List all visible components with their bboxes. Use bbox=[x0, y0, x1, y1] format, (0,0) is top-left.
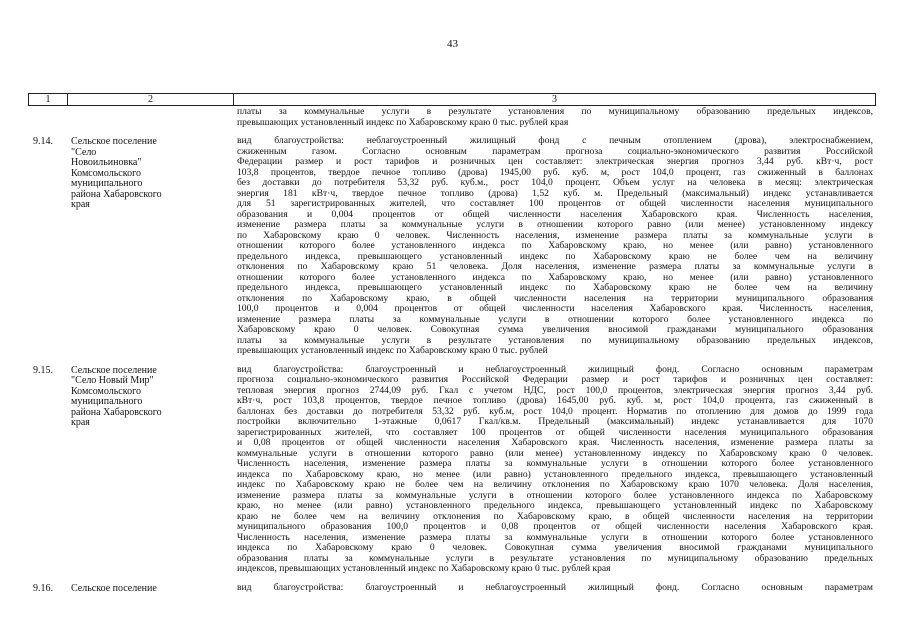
table-body bbox=[28, 107, 876, 594]
description-line: сжиженным газом. Согласно основным параметрам прогноза социально-экономического развития Российской bbox=[237, 146, 873, 157]
description-line: индексов, превышающих установленный индекс по Хабаровскому краю 0 тыс. рублей края bbox=[237, 564, 611, 574]
name-line: Комсомольского bbox=[71, 167, 141, 179]
name-line: Сельское поселение bbox=[71, 582, 157, 594]
description-line: Хабаровскому краю 0 человек. Совокупная сумма увеличения вносимой гражданами муниципального образования bbox=[237, 325, 873, 335]
row-number: 9.15. bbox=[33, 364, 53, 376]
description-line: образования и 0,004 процентов от общей численности населения Хабаровского края. Численность населения, bbox=[237, 209, 873, 220]
row-number bbox=[28, 107, 68, 128]
name-line: Новоильиновка" bbox=[71, 157, 142, 168]
description-line: и 0,08 процентов от общей численности населения Хабаровского края. Численность населения, изменение размера платы за bbox=[237, 438, 873, 448]
description-line: муниципального образования 100,0 процентов и 0,08 процентов от общей численности населения Хабаровского края. bbox=[237, 522, 873, 532]
description-line: прогноза социально-экономического развития Российской Федерации размер и рост тарифов и розничных цен составляет: bbox=[237, 375, 873, 385]
description-line: отношении которого более установленного индекса по Хабаровскому краю, но менее (или равно) установленного bbox=[237, 272, 873, 283]
description-line: превышающих установленный индекс по Хабаровскому краю 0 тыс. рублей bbox=[237, 346, 548, 356]
name-line: Комсомольского bbox=[71, 385, 141, 397]
header-col-1: 1 bbox=[28, 93, 68, 106]
description-line: платы за коммунальные услуги в результате установления по муниципальному образованию предельных индексов, bbox=[237, 335, 873, 346]
header-col-2: 2 bbox=[68, 93, 234, 106]
name-line: "Село bbox=[71, 146, 97, 158]
name-line: Сельское поселение bbox=[71, 136, 157, 147]
table-row bbox=[28, 107, 876, 128]
description bbox=[234, 365, 876, 575]
description-line: краю не более чем на величину отклонения по Хабаровскому краю, в общей численности населения на территории bbox=[237, 511, 873, 522]
municipality-name bbox=[68, 365, 234, 575]
description-line: индекс по Хабаровскому краю не более чем на величину отклонения по Хабаровскому краю 1070 человека. Доля населения, bbox=[237, 480, 873, 490]
table-row bbox=[28, 583, 876, 595]
description-line: по Хабаровскому краю 0 человек. Численность населения, изменение размера платы за коммунальные услуги в bbox=[237, 230, 873, 241]
description-line: индекса по Хабаровскому краю, но менее (или равно) установленного предельного индекса, превышающего установленный bbox=[237, 469, 873, 480]
description bbox=[234, 136, 876, 357]
description bbox=[234, 107, 876, 128]
description-line: зарегистрированных жителей, что составляет 100 процентов от общей численности населения муниципального образования bbox=[237, 427, 873, 438]
description-line: постройки включительно 1-этажные 0,0617 Гкал/кв.м. Предельный (максимальный) индекс устанавливается для 1070 bbox=[237, 417, 873, 427]
description-line: энергия 181 кВт·ч, твердое печное топливо (дрова) 1,52 куб. м. Предельный (максимальный) индекс устанавливается bbox=[237, 188, 873, 199]
description-line: Федерации размер и рост тарифов и розничных цен составляет: электрическая энергия прогноз 3,44 руб. кВт·ч, рост bbox=[237, 157, 873, 167]
description-line: платы за коммунальные услуги в результате установления по муниципальному образованию предельных индексов, bbox=[237, 107, 873, 117]
row-number: 9.14. bbox=[33, 136, 53, 147]
description-line: отношении которого более установленного индекса по Хабаровскому краю, но менее (или равно) установленного bbox=[237, 241, 873, 251]
name-line: "Село Новый Мир" bbox=[71, 375, 154, 386]
name-line: муниципального bbox=[71, 396, 143, 407]
table-row bbox=[28, 365, 876, 575]
name-line: района Хабаровского bbox=[71, 406, 162, 418]
description-line: отклонения по Хабаровскому краю, в общей численности населения на территории муниципального образования bbox=[237, 293, 873, 304]
name-line: края bbox=[71, 199, 90, 210]
table-header bbox=[28, 93, 876, 106]
description-line: изменение размера платы за коммунальные услуги в отношении которого равно (или менее) установленному индексу bbox=[237, 220, 873, 230]
description-line: краю, но менее (или равно) установленного предельного индекса, превышающего установленный индекс по Хабаровскому bbox=[237, 501, 873, 511]
description-line: 103,8 процентов, твердое печное топливо (дрова) 1945,00 руб. куб. м, рост 104,0 процент, газ сжиженный в баллонах bbox=[237, 167, 873, 178]
description-line: изменение размера платы за коммунальные услуги в отношении которого более установленного индекса по Хабаровскому bbox=[237, 490, 873, 501]
description-line: вид благоустройства: благоустроенный и неблагоустроенный жилищный фонд. Согласно основным параметрам bbox=[237, 364, 873, 375]
municipality-name bbox=[68, 583, 234, 595]
row-gap bbox=[28, 128, 876, 136]
description-line: Численность населения, изменение размера платы за коммунальные услуги в отношении которого более установленного bbox=[237, 532, 873, 543]
row-number: 9.16. bbox=[33, 582, 53, 594]
name-line: района Хабаровского bbox=[71, 188, 162, 200]
description-line: предельного индекса, превышающего установленный индекс по Хабаровскому краю не более чем на величину bbox=[237, 251, 873, 262]
header-col-3: 3 bbox=[234, 93, 876, 106]
description-line: баллонах без доставки до потребителя 53,32 руб. куб.м, рост 104,0 процент. Норматив по отоплению для домов до 1999 года bbox=[237, 406, 873, 417]
description-line: отклонения по Хабаровскому краю 51 человека. Доля населения, изменение размера платы за коммунальные услуги в bbox=[237, 262, 873, 272]
description-line: превышающих установленный индекс по Хабаровскому краю 0 тыс. рублей края bbox=[237, 117, 569, 128]
description-line: предельного индекса, превышающего установленный индекс по Хабаровскому краю не более чем на величину bbox=[237, 283, 873, 293]
name-line: муниципального bbox=[71, 178, 143, 189]
description-line: изменение размера платы за коммунальные услуги в отношении которого более установленного индекса по bbox=[237, 314, 873, 325]
description-line: образования платы за коммунальные услуги в результате установления по муниципальному образованию предельных bbox=[237, 553, 873, 564]
municipality-name bbox=[68, 136, 234, 357]
description-line: 100,0 процентов и 0,004 процентов от общей численности населения Хабаровского края. Численность населения, bbox=[237, 304, 873, 314]
description-line: Численность населения, изменение размера платы за коммунальные услуги в отношении которого более установленного bbox=[237, 459, 873, 469]
name-line: Сельское поселение bbox=[71, 364, 157, 376]
row-gap bbox=[28, 357, 876, 365]
page-number: 43 bbox=[447, 38, 458, 50]
description-line: без доставки до потребителя 53,32 руб. куб.м., рост 104,0 процент. Объем услуг на человека в месяц: электрическая bbox=[237, 178, 873, 188]
description-line: вид благоустройства: благоустроенный и неблагоустроенный жилищный фонд. Согласно основным параметрам bbox=[237, 582, 873, 593]
description-line: индекса по Хабаровскому краю 0 человек. Совокупная сумма увеличения вносимой гражданами муниципального bbox=[237, 543, 873, 553]
description-line: вид благоустройства: неблагоустроенный жилищный фонд с печным отоплением (дрова), электроснабжением, bbox=[237, 136, 873, 146]
description-line: для 51 зарегистрированных жителей, что составляет 100 процентов от общей численности населения муниципального bbox=[237, 199, 873, 209]
description-line: кВт·ч, рост 103,8 процентов, твердое печное топливо (дрова) 1645,00 руб. куб. м, рост 104,0 процента, газ сжиженный в bbox=[237, 396, 873, 406]
description bbox=[234, 583, 876, 595]
description-line: тепловая энергия прогноз 2744,09 руб. Гкал с учетом НДС, рост 100,0 процентов, электрическая энергия прогноз 3,44 руб. bbox=[237, 385, 873, 396]
description-line: коммунальные услуги в отношении которого равно (или менее) установленному индексу по Хабаровскому краю 0 человек. bbox=[237, 448, 873, 459]
name-line: края bbox=[71, 417, 90, 428]
table-row bbox=[28, 136, 876, 357]
municipality-name bbox=[68, 107, 234, 128]
row-gap bbox=[28, 575, 876, 583]
